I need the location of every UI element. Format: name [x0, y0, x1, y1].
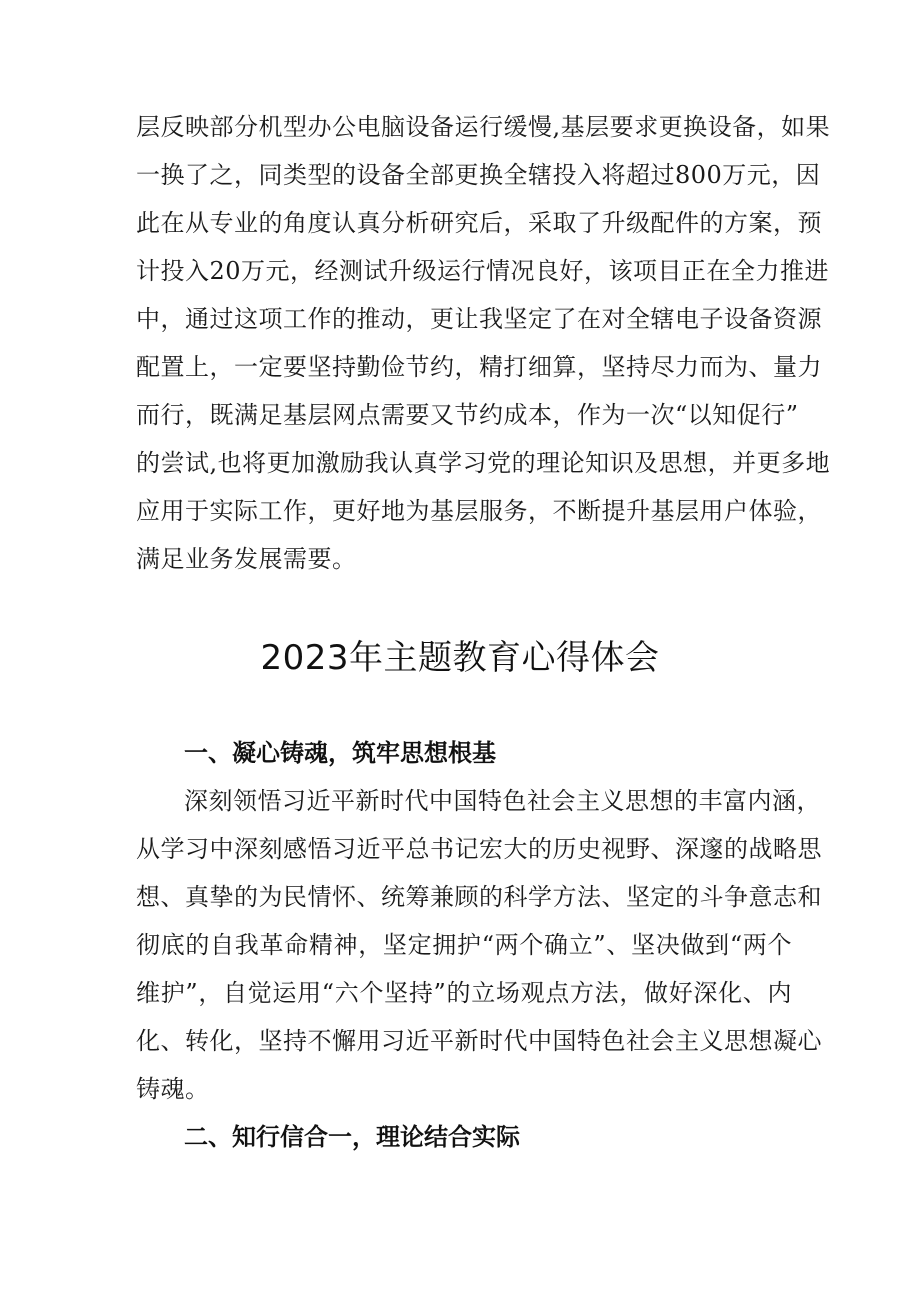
text-line: 而行，既满足基层网点需要又节约成本，作为一次“以知促行” [136, 401, 799, 429]
text-line: 维护”，自觉运用“六个坚持”的立场观点方法，做好深化、内 [136, 979, 792, 1007]
text-line: 彻底的自我革命精神，坚定拥护“两个确立”、坚决做到“两个 [136, 931, 792, 959]
text-line: 中，通过这项工作的推动，更让我坚定了在对全辖电子设备资源 [136, 305, 822, 333]
document-title: 2023年主题教育心得体会 [260, 638, 660, 678]
text-line: 的尝试,也将更加激励我认真学习党的理论知识及思想，并更多地 [136, 449, 831, 477]
text-line: 铸魂。 [136, 1075, 210, 1103]
section-heading-2: 二、知行信合一，理论结合实际 [184, 1123, 520, 1151]
text-line: 一换了之，同类型的设备全部更换全辖投入将超过800万元，因 [136, 161, 821, 189]
section-heading-1: 一、凝心铸魂，筑牢思想根基 [184, 739, 496, 767]
text-line: 满足业务发展需要。 [136, 545, 357, 573]
text-line: 化、转化，坚持不懈用习近平新时代中国特色社会主义思想凝心 [136, 1027, 822, 1055]
text-line: 此在从专业的角度认真分析研究后，采取了升级配件的方案，预 [136, 209, 822, 237]
text-line: 深刻领悟习近平新时代中国特色社会主义思想的丰富内涵， [184, 787, 821, 815]
text-line: 计投入20万元，经测试升级运行情况良好，该项目正在全力推进 [136, 257, 830, 285]
text-line: 配置上，一定要坚持勤俭节约，精打细算，坚持尽力而为、量力 [136, 353, 822, 381]
text-line: 应用于实际工作，更好地为基层服务，不断提升基层用户体验， [136, 497, 822, 525]
text-line: 想、真挚的为民情怀、统筹兼顾的科学方法、坚定的斗争意志和 [136, 883, 822, 911]
text-line: 层反映部分机型办公电脑设备运行缓慢,基层要求更换设备，如果 [136, 113, 831, 141]
text-line: 从学习中深刻感悟习近平总书记宏大的历史视野、深邃的战略思 [136, 835, 822, 863]
